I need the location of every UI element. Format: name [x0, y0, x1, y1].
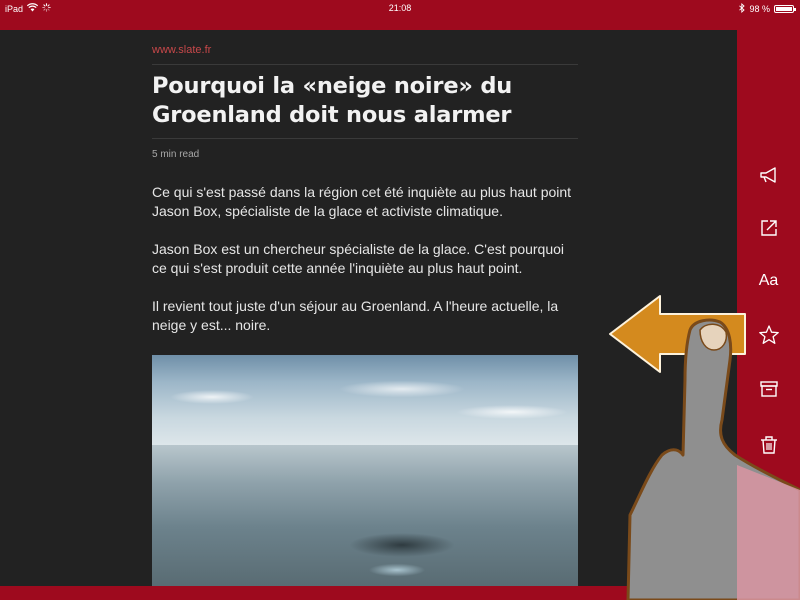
battery-icon — [774, 5, 794, 13]
font-size-icon[interactable] — [737, 266, 800, 296]
status-bar — [0, 0, 800, 30]
paragraph: Ce qui s'est passé dans la région cet été inquiète au plus haut point Jason Box, spécialiste de la glace et activiste climatique. — [152, 184, 572, 219]
divider — [152, 138, 578, 139]
bottom-bar — [0, 586, 800, 600]
device-name: iPad — [5, 3, 24, 14]
paragraph: Jason Box est un chercheur spécialiste de la glace. C'est pourquoi ce qui s'est produit cette année l'inquiète au plus haut point. — [152, 241, 565, 276]
read-time: 5 min read — [152, 149, 200, 160]
clock: 21:08 — [388, 3, 412, 13]
status-right — [739, 3, 794, 15]
archive-icon[interactable] — [737, 374, 800, 404]
paragraph: Il revient tout juste d'un séjour au Groenland. A l'heure actuelle, la neige y est... noire. — [152, 298, 559, 333]
share-icon[interactable] — [737, 213, 800, 243]
photo-lake — [362, 555, 432, 585]
font-size-label: Aa — [758, 272, 779, 289]
article — [152, 30, 578, 586]
divider — [152, 64, 578, 65]
article-photo — [152, 355, 578, 586]
photo-clouds — [152, 377, 578, 437]
article-reader[interactable] — [0, 30, 737, 586]
battery-percent: 98 % — [749, 4, 770, 14]
bluetooth-icon — [739, 3, 745, 15]
article-title: Pourquoi la «neige noire» du Groenland doit nous alarmer — [152, 73, 513, 128]
megaphone-icon[interactable] — [737, 160, 800, 190]
star-icon[interactable] — [737, 320, 800, 350]
action-toolbar — [737, 30, 800, 586]
source-link[interactable]: www.slate.fr — [152, 44, 212, 56]
trash-icon[interactable] — [737, 430, 800, 460]
battery-level — [776, 7, 792, 11]
